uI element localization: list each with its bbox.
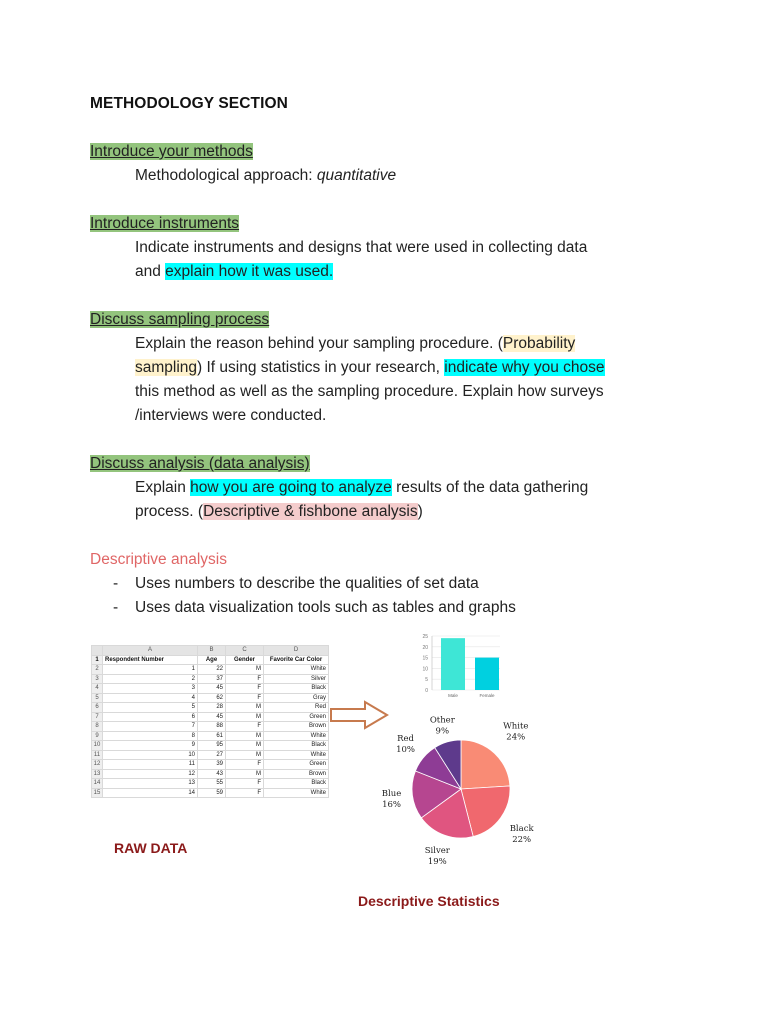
- table-cell: 22: [198, 665, 226, 675]
- table-row: [92, 731, 329, 741]
- analysis-line-1: Explain how you are going to analyze results of the data gathering: [135, 479, 589, 496]
- table-cell: 39: [198, 760, 226, 770]
- slice-label: Silver: [424, 845, 450, 856]
- table-row: [92, 693, 329, 703]
- y-tick-label: 20: [422, 644, 428, 651]
- slice-value-label: 10%: [396, 745, 415, 756]
- table-cell: 5: [103, 703, 198, 713]
- bar-male: [441, 638, 465, 690]
- slice-value-label: 19%: [427, 856, 447, 867]
- table-row: [92, 674, 329, 684]
- table-cell: 9: [103, 741, 198, 751]
- table-cell: F: [226, 788, 264, 798]
- table-cell: 88: [198, 722, 226, 732]
- table-cell: Silver: [264, 674, 329, 684]
- heading-descriptive: Descriptive analysis: [90, 551, 227, 568]
- methods-line: Methodological approach: quantitative: [135, 167, 397, 184]
- table-cell: 12: [103, 769, 198, 779]
- row-number: 6: [92, 703, 103, 713]
- instruments-line-1: Indicate instruments and designs that were used in collecting data: [135, 239, 588, 256]
- column-letter: B: [198, 646, 226, 656]
- sampling-line-2: sampling) If using statistics in your research, indicate why you chose: [135, 359, 605, 376]
- sampling-line-3: this method as well as the sampling procedure. Explain how surveys: [135, 383, 604, 400]
- table-cell: Green: [264, 712, 329, 722]
- table-cell: 1: [103, 665, 198, 675]
- heading-analysis: Discuss analysis (data analysis): [90, 455, 310, 472]
- pie-slice-white: [461, 740, 510, 789]
- column-letter: C: [226, 646, 264, 656]
- bullet-dash: -: [113, 599, 119, 616]
- bullet-item-1: Uses numbers to describe the qualities of set data: [135, 575, 479, 592]
- table-cell: 14: [103, 788, 198, 798]
- column-letter: D: [264, 646, 329, 656]
- table-cell: White: [264, 731, 329, 741]
- table-cell: Red: [264, 703, 329, 713]
- table-cell: 4: [103, 693, 198, 703]
- table-cell: 27: [198, 750, 226, 760]
- table-cell: White: [264, 750, 329, 760]
- y-tick-label: 10: [422, 666, 428, 673]
- table-cell: 13: [103, 779, 198, 789]
- raw-data-label: RAW DATA: [114, 840, 188, 856]
- table-cell: F: [226, 779, 264, 789]
- table-row: [92, 684, 329, 694]
- table-cell: M: [226, 741, 264, 751]
- sampling-line-4: /interviews were conducted.: [135, 407, 327, 424]
- table-row: [92, 665, 329, 675]
- descriptive-statistics-label: Descriptive Statistics: [358, 893, 500, 909]
- table-cell: 62: [198, 693, 226, 703]
- table-cell: 2: [103, 674, 198, 684]
- table-cell: F: [226, 693, 264, 703]
- slice-label: Red: [397, 734, 414, 745]
- column-letter-row: [92, 646, 329, 656]
- header-cell: Respondent Number: [103, 655, 198, 665]
- page-title: METHODOLOGY SECTION: [90, 95, 288, 112]
- y-tick-label: 15: [422, 655, 428, 662]
- table-row: [92, 779, 329, 789]
- table-row: [92, 750, 329, 760]
- x-tick-label: Female: [479, 693, 495, 698]
- table-cell: White: [264, 788, 329, 798]
- car-color-pie-chart: [360, 702, 550, 877]
- slice-value-label: 16%: [382, 799, 402, 810]
- table-cell: 28: [198, 703, 226, 713]
- x-tick-label: Male: [448, 693, 458, 698]
- y-tick-label: 0: [425, 688, 428, 694]
- header-row: [92, 655, 329, 665]
- table-cell: 45: [198, 684, 226, 694]
- table-cell: Black: [264, 741, 329, 751]
- table-cell: F: [226, 674, 264, 684]
- gender-bar-chart: [412, 630, 502, 702]
- row-number: 9: [92, 731, 103, 741]
- corner-cell: [92, 646, 103, 656]
- slice-value-label: 22%: [512, 835, 532, 846]
- y-tick-label: 25: [422, 634, 428, 640]
- slice-label: Other: [429, 715, 455, 726]
- table-cell: 61: [198, 731, 226, 741]
- table-cell: M: [226, 712, 264, 722]
- bullet-item-2: Uses data visualization tools such as tables and graphs: [135, 599, 516, 616]
- table-cell: 43: [198, 769, 226, 779]
- row-number: 2: [92, 665, 103, 675]
- table-cell: M: [226, 703, 264, 713]
- table-cell: Brown: [264, 769, 329, 779]
- table-row: [92, 760, 329, 770]
- table-cell: Brown: [264, 722, 329, 732]
- raw-data-spreadsheet: [91, 645, 329, 798]
- table-cell: M: [226, 665, 264, 675]
- column-letter: A: [103, 646, 198, 656]
- table-row: [92, 703, 329, 713]
- row-number: 4: [92, 684, 103, 694]
- table-row: [92, 788, 329, 798]
- row-number: 8: [92, 722, 103, 732]
- row-number: 10: [92, 741, 103, 751]
- table-row: [92, 722, 329, 732]
- table-cell: 3: [103, 684, 198, 694]
- header-cell: Gender: [226, 655, 264, 665]
- table-cell: M: [226, 731, 264, 741]
- table-cell: Green: [264, 760, 329, 770]
- slice-value-label: 24%: [506, 732, 526, 743]
- table-cell: White: [264, 665, 329, 675]
- row-number: 12: [92, 760, 103, 770]
- row-number: 14: [92, 779, 103, 789]
- table-cell: Black: [264, 779, 329, 789]
- header-cell: Age: [198, 655, 226, 665]
- table-cell: Black: [264, 684, 329, 694]
- bar-female: [475, 658, 499, 690]
- table-cell: 37: [198, 674, 226, 684]
- header-cell: Favorite Car Color: [264, 655, 329, 665]
- row-number: 5: [92, 693, 103, 703]
- table-row: [92, 741, 329, 751]
- heading-methods: Introduce your methods: [90, 143, 253, 160]
- table-cell: 6: [103, 712, 198, 722]
- table-row: [92, 769, 329, 779]
- table-cell: 59: [198, 788, 226, 798]
- row-number: 3: [92, 674, 103, 684]
- table-cell: 95: [198, 741, 226, 751]
- table-cell: 55: [198, 779, 226, 789]
- heading-sampling: Discuss sampling process: [90, 311, 270, 328]
- y-tick-label: 5: [425, 677, 428, 684]
- table-cell: F: [226, 722, 264, 732]
- analysis-line-2: process. (Descriptive & fishbone analysis): [135, 503, 423, 520]
- instruments-line-2: and explain how it was used.: [135, 263, 334, 280]
- row-number: 1: [92, 655, 103, 665]
- table-cell: 11: [103, 760, 198, 770]
- sampling-line-1: Explain the reason behind your sampling procedure. (Probability: [135, 335, 576, 352]
- slice-label: Black: [509, 824, 534, 835]
- table-row: [92, 712, 329, 722]
- slice-label: Blue: [381, 788, 402, 799]
- row-number: 7: [92, 712, 103, 722]
- table-cell: F: [226, 760, 264, 770]
- bullet-dash: -: [113, 575, 119, 592]
- table-cell: 45: [198, 712, 226, 722]
- table-cell: 7: [103, 722, 198, 732]
- table-cell: Gray: [264, 693, 329, 703]
- table-cell: 8: [103, 731, 198, 741]
- slice-value-label: 9%: [435, 726, 450, 737]
- row-number: 15: [92, 788, 103, 798]
- table-cell: F: [226, 684, 264, 694]
- table-cell: 10: [103, 750, 198, 760]
- heading-instruments: Introduce instruments: [90, 215, 240, 232]
- row-number: 13: [92, 769, 103, 779]
- table-cell: M: [226, 750, 264, 760]
- table-cell: M: [226, 769, 264, 779]
- slice-label: White: [503, 721, 529, 732]
- row-number: 11: [92, 750, 103, 760]
